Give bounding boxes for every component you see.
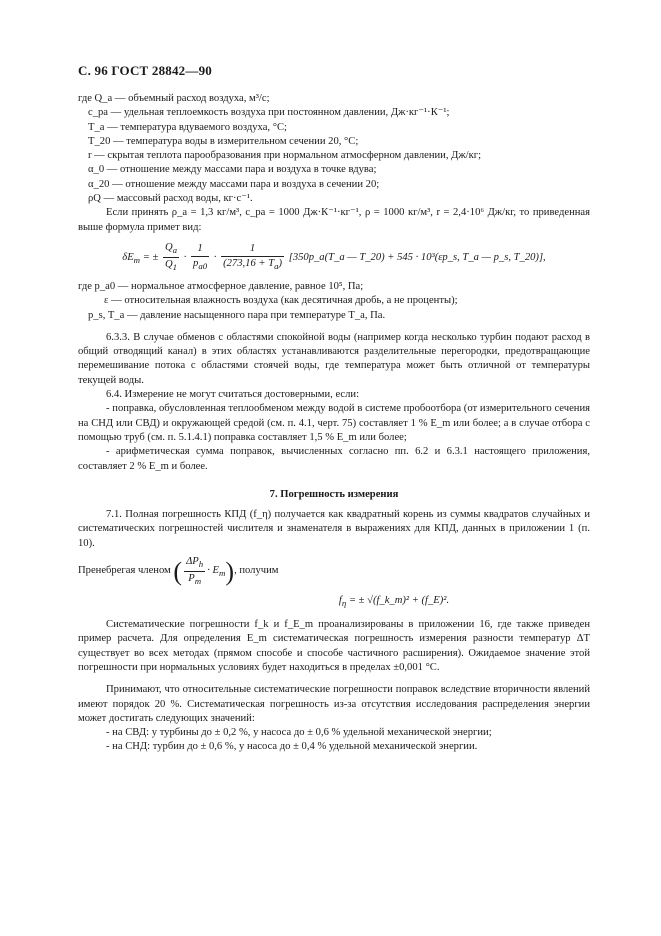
error-rhs: = ± √(f_k_m)² + (f_E)².: [346, 595, 450, 607]
paragraph-6-4: 6.4. Измерение не могут считаться достоверными, если:: [106, 389, 360, 401]
list-item: - арифметическая сумма поправок, вычисленных согласно пп. 6.2 и 6.3.1 настоящего приложения, составляет 2 % E_m и более.: [78, 446, 590, 472]
paragraph-systematic: Систематические погрешности f_k и f_E_m проанализированы в приложении 16, где также приведен пример расчета. Для определения E_m систематическая погрешность измерения разности температур ΔT существует во всех методах (прямом способе и способе частичного расширения). Ожидаемое значение этой погрешности при нормальных условиях будет находиться в пределах ±0,001 °С.: [78, 619, 590, 673]
list-6-4: [78, 402, 590, 473]
frac-den-end: ): [278, 258, 283, 270]
var-def: где Q_a — объемный расход воздуха, м³/с;: [78, 93, 270, 104]
error-lhs: f: [338, 595, 342, 607]
var-def: где p_a0 — нормальное атмосферное давление, равное 10⁵, Па;: [78, 281, 364, 292]
fraction-p: [191, 242, 209, 273]
frac-num-sub: h: [198, 559, 204, 570]
frac-den-sub: 1: [172, 262, 178, 273]
frac-den-sub: a: [274, 261, 279, 272]
formula-lhs-sub: m: [133, 255, 141, 266]
list-item: - на СНД: турбин до ± 0,6 %, у насоса до ± 0,4 % удельной механической энергии.: [106, 741, 478, 753]
list-accept: [78, 726, 590, 755]
frac-num: 1: [221, 242, 284, 257]
var-def: r — скрытая теплота парообразования при нормальном атмосферном давлении, Дж/кг;: [88, 150, 482, 162]
frac-num: 1: [191, 242, 209, 257]
variable-definitions-1: [78, 92, 590, 206]
error-formula: [198, 594, 590, 610]
frac-den: Q: [164, 258, 173, 270]
var-def: α_0 — отношение между массами пара и воздуха в точке вдува;: [88, 164, 377, 176]
fraction-q: [163, 241, 179, 274]
neglect-lead: Пренебрегая членом: [78, 565, 171, 577]
neglect-tail: , получим: [234, 565, 279, 577]
frac-den: p: [193, 258, 199, 270]
frac-den: P: [188, 573, 195, 585]
neglect-mid-sub: m: [219, 567, 226, 578]
list-item: - на СВД: у турбины до ± 0,2 %, у насоса до ± 0,6 % удельной механической энергии;: [106, 727, 492, 739]
fraction-dp: [184, 555, 205, 588]
page-header: С. 96 ГОСТ 28842—90: [78, 63, 212, 78]
paren-close: ): [225, 556, 235, 586]
formula-lhs: δE: [122, 251, 134, 263]
list-item: - поправка, обусловленная теплообменом между водой в системе пробоотбора (от измерительного сечения на СНД или СВД) и окружающей средой (см. п. 4.1, черт. 75) составляет 1 % E_m или более; а в случае отбора с помощью труб (см. п. 5.1.4.1) поправка составляет 1,5 % E_m или более;: [78, 403, 590, 443]
paren-open: (: [173, 556, 183, 586]
page-content: [78, 92, 590, 755]
main-formula: $\delta E_m$ = ± $\frac{Q_a}{Q_1}$ · $\frac{1}{p_{a0}}$ · $\frac{1}{(273,16 + T_a)}$ [350p_a(T_a — T_20) + 545 · 10³(εp_s, T_a — p_s, T_20)],: [122, 241, 546, 273]
frac-den-sub: m: [194, 576, 202, 587]
neglect-mid: · E: [207, 564, 219, 576]
frac-den-sub: a0: [198, 261, 208, 272]
paragraph-7-1: 7.1. Полная погрешность КПД (f_η) получается как квадратный корень из суммы квадратов случайных и систематических погрешностей числителя и знаменателя в выражениях для КПД, данных в приложении 1 (п. 10).: [78, 509, 590, 549]
fraction-t: [221, 242, 284, 273]
frac-num: ΔP: [186, 556, 199, 568]
var-def: α_20 — отношение между массами пара и воздуха в сечении 20;: [88, 178, 380, 190]
var-def: T_20 — температура воды в измерительном сечении 20, °С;: [88, 135, 359, 147]
frac-num-sub: a: [172, 245, 178, 256]
variable-definitions-2: [78, 280, 590, 323]
neglect-line: [78, 555, 590, 588]
formula-eq: = ±: [140, 251, 161, 263]
frac-den: (273,16 + T: [223, 258, 275, 270]
error-lhs-sub: η: [341, 598, 347, 609]
var-def: c_pa — удельная теплоемкость воздуха при постоянном давлении, Дж·кг⁻¹·К⁻¹;: [88, 107, 450, 119]
frac-num: Q: [164, 241, 173, 253]
var-def: T_a — температура вдуваемого воздуха, °С;: [88, 121, 287, 133]
assume-paragraph: Если принять ρ_a = 1,3 кг/м³, c_pa = 1000 Дж·К⁻¹·кг⁻¹, ρ = 1000 кг/м³, r = 2,4·10⁶ Дж/кг, то приведенная выше формула примет вид:: [78, 207, 590, 233]
formula-bracket: [350p_a(T_a — T_20) + 545 · 10³(εp_s, T_a — p_s, T_20)],: [288, 251, 546, 263]
var-def: ρQ — массовый расход воды, кг·с⁻¹.: [88, 193, 253, 205]
paragraph-accept: Принимают, что относительные систематические погрешности поправок вследствие вторичности явлений имеют порядок 20 %. Систематическая погрешность из-за отсутствия исследования распределения энергии может достигать следующих значений:: [78, 684, 590, 724]
section-7-title: 7. Погрешность измерения: [269, 488, 399, 500]
var-def: p_s, T_a — давление насыщенного пара при температуре T_a, Па.: [88, 309, 386, 321]
paragraph-6-3-3: 6.3.3. В случае обменов с областями спокойной воды (например когда несколько турбин подают расход в общий отводящий канал) в этих областях устанавливаются разделительные перегородки, предотвращающие перемешивание потока с областями стоячей воды, где температура может быть отличной от температуры текущей воды.: [78, 331, 590, 386]
var-def: ε — относительная влажность воздуха (как десятичная дробь, а не проценты);: [104, 295, 458, 307]
